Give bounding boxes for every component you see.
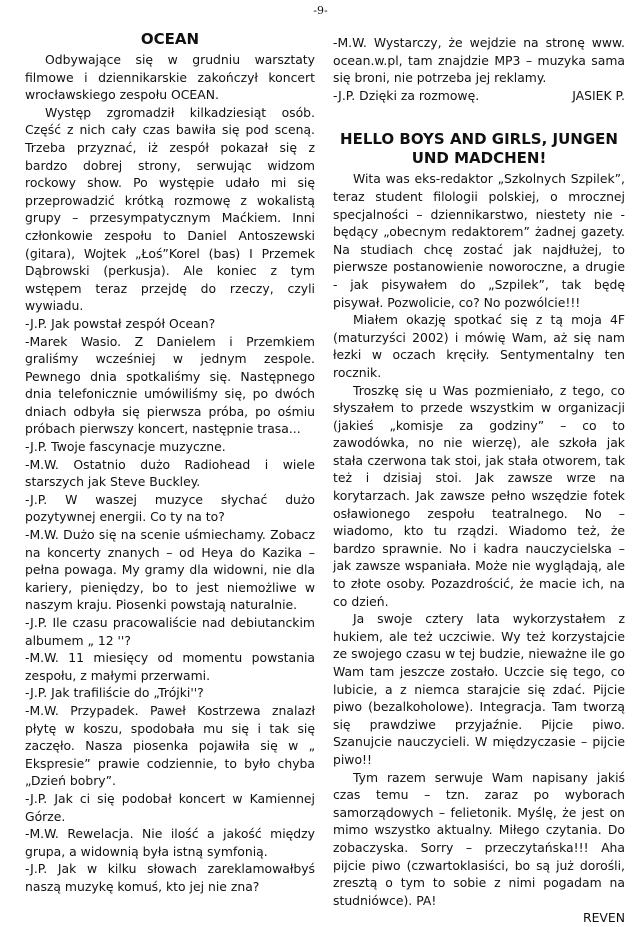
interview-question: -J.P. Jak powstał zespół Ocean?	[25, 315, 216, 331]
left-column	[25, 30, 315, 896]
interview-closing	[333, 87, 625, 105]
article-paragraph: Wita was eks-redaktor „Szkolnych Szpilek”, teraz student filologii polskiej, o mrocznej specjalności – dziennikarstwo, niestety nie -będący „obecnym redaktorem” żadnej gazety. Na studiach chcę zostać jak najdłużej, to pierwsze postanowienie noworoczne, a drugie - jak pisywałem do „Szpilek”, tak będę pisywał. Pozwolicie, co? No pozwólcie!!!	[333, 171, 625, 310]
interview-answer: -M.W. 11 miesięcy od momentu powstania zespołu, z małymi przerwami.	[25, 650, 315, 683]
interview-answer: -M.W. Przypadek. Paweł Kostrzewa znalazł płytę w koszu, spodobała mu się i tak się zaczęło. Nasza piosenka pojawiła się w „ Ekspresie” prawie codziennie, to było chyba „Dzień bobry”.	[25, 702, 315, 789]
closing-line: -J.P. Dzięki za rozmowę.	[333, 87, 480, 103]
article-title-hello: HELLO BOYS AND GIRLS, JUNGEN UND MADCHEN!	[340, 130, 618, 168]
interview-answer: -M.W. Rewelacja. Nie ilość a jakość między grupa, a widownią była istną symfonią.	[25, 826, 315, 859]
right-column	[333, 34, 625, 927]
article-paragraph: Miałem okazję spotkać się z tą moja 4F (maturzyści 2002) i mówię Wam, aż się nam łezki w oczach kręciły. Sentymentalny ten rocznik.	[333, 312, 625, 380]
interview-question: -J.P. Twoje fascynacje muzyczne.	[25, 439, 226, 455]
article-title-ocean: OCEAN	[140, 30, 200, 48]
interview-answer: -M.W. Dużo się na scenie uśmiechamy. Zobacz na koncerty znanych – od Heya do Kazika – pełna powaga. My gramy dla widowni, nie dla kariery, pieniędzy, bo to jest niemożliwe w naszym kraju. Piosenki powstają naturalnie.	[25, 527, 315, 613]
author-signature: REVEN	[582, 910, 625, 926]
article-paragraph: Ja swoje cztery lata wykorzystałem z hukiem, ale też uczciwie. Wy też korzystajcie ze swojego czasu w tej budzie, nieważne ile go Wam tam jeszcze zostało. Uczcie się tego, co lubicie, a z niemca starajcie się zdać. Pijcie piwo (bezalkoholowe). Integracja. Tam tworzą się prawdziwe przyjaźnie. Pijcie piwo. Szanujcie nauczycieli. W międzyczasie – pijcie piwo!!	[333, 611, 625, 767]
article-paragraph: Troszkę się u Was pozmieniało, z tego, co słyszałem to przede wszystkim w organizacji (jakieś „komisje za godziny” – co to zawodówka, no nie wierzę), ale szkoła jak stała czerwona tak stoi, jak stała otworem, tak też i dzisiaj stoi. Jak zawsze wrze na korytarzach. Jak zawsze pełno wszędzie fotek osławionego zespołu teatralnego. No – wiadomo, kto tu rządzi. Wiadomo też, że bardzo sprawnie. No i kadra nauczycielska – jak zawsze wspaniała. Może nie wyglądają, ale to złote osoby. Pozazdrościć, że macie ich, na co dzień.	[333, 382, 625, 609]
interview-question: -J.P. Jak ci się podobał koncert w Kamiennej Górze.	[25, 790, 315, 824]
article-paragraph: Tym razem serwuje Wam napisany jakiś czas temu – tzn. zaraz po wyborach samorządowych – felietonik. Myślę, że jest on mimo wszystko aktualny. Miłego czytania. Do zobaczyska. Sorry – przeczytańska!!! Aha pijcie piwo (czwartoklasiści, bo są już dorośli, zresztą o tym to sobie z nimi pogadam na studniówce). PA!	[333, 769, 625, 908]
article-paragraph: Odbywające się w grudniu warsztaty filmowe i dziennikarskie zakończył koncert wrocławskiego zespołu OCEAN.	[25, 52, 315, 103]
article-paragraph: Występ zgromadził kilkadziesiąt osób. Część z nich cały czas bawiła się pod sceną. Trzeba przyznać, iż zespół pokazał się z bardzo dobrej strony, serwując widzom rockowy show. Po występie udało mi się przeprowadzić krótką rozmowę z wokalistą grupy – przesympatycznym Maćkiem. Inni członkowie zespołu to Daniel Antoszewski (gitara), Wojtek „Łoś”Korel (bas) I Przemek Dąbrowski (perkusja). Ale koniec z tym wstępem teraz przejdę do rzeczy, czyli wywiadu.	[25, 104, 315, 314]
author-signature: JASIEK P.	[572, 87, 625, 103]
interview-answer: -Marek Wasio. Z Danielem i Przemkiem graliśmy wcześniej w jednym zespole. Pewnego dnia spotkaliśmy się. Następnego dnia telefonicznie umówiliśmy się, po dwóch dniach odbyła się pierwsza próba, po ośmiu próbach pierwszy koncert, następnie trasa...	[25, 333, 315, 437]
interview-answer: -M.W. Ostatnio dużo Radiohead i wiele starszych jak Steve Buckley.	[25, 456, 315, 490]
interview-question: -J.P. Ile czasu pracowaliście nad debiutanckim albumem „ 12 ''?	[25, 615, 315, 648]
interview-question: -J.P. Jak w kilku słowach zareklamowałbyś naszą muzykę komuś, kto jej nie zna?	[25, 861, 315, 894]
interview-question: -J.P. W waszej muzyce słychać dużo pozytywnej energii. Co ty na to?	[25, 491, 315, 525]
page-number: -9-	[313, 4, 328, 17]
interview-question: -J.P. Jak trafiliście do „Trójki''?	[25, 685, 204, 701]
interview-answer: -M.W. Wystarczy, że wejdzie na stronę www. ocean.w.pl, tam znajdzie MP3 – muzyka sama się broni, nie potrzeba jej reklamy.	[333, 35, 625, 86]
